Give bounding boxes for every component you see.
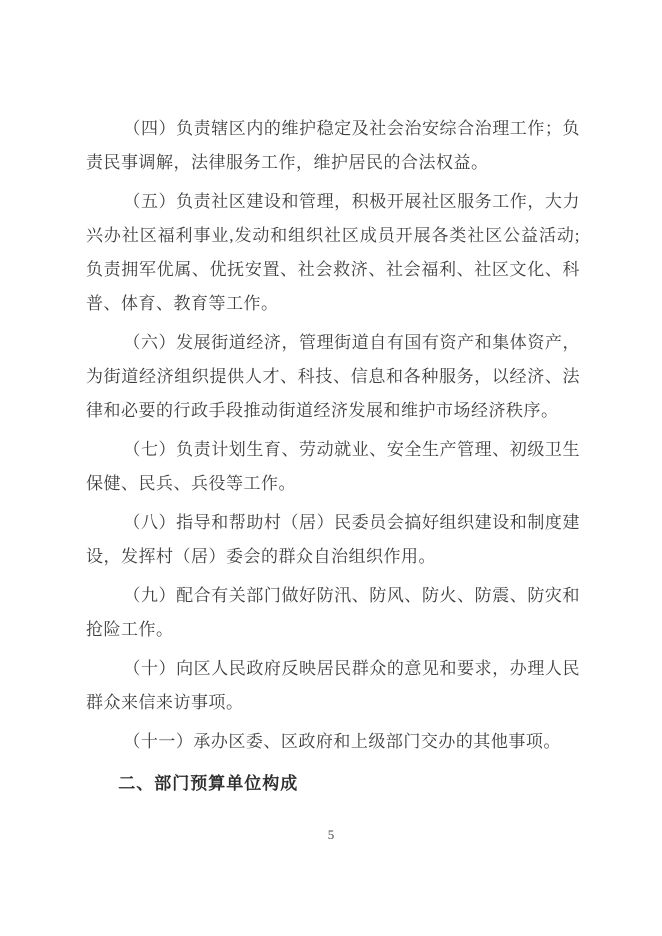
body-paragraph-4: （四）负责辖区内的维护稳定及社会治安综合治理工作；负责民事调解，法律服务工作，维护居民的合法权益。 — [86, 119, 580, 172]
body-paragraph-11: （十一）承办区委、区政府和上级部门交办的其他事项。 — [123, 732, 561, 751]
page-number: 5 — [327, 827, 335, 842]
section-heading: 二、部门预算单位构成 — [118, 774, 299, 793]
body-paragraph-5: （五）负责社区建设和管理，积极开展社区服务工作，大力兴办社区福利事业,发动和组织社区成员开展各类社区公益活动;负责拥军优属、优抚安置、社会救济、社会福利、社区文化、科普、体育、教育等工作。 — [86, 192, 580, 313]
document-body — [86, 112, 580, 801]
body-paragraph-10: （十）向区人民政府反映居民群众的意见和要求，办理人民群众来信来访事项。 — [86, 659, 580, 712]
page-footer — [0, 826, 662, 844]
body-paragraph-7: （七）负责计划生育、劳动就业、安全生产管理、初级卫生保健、民兵、兵役等工作。 — [86, 440, 580, 493]
body-paragraph-6: （六）发展街道经济，管理街道自有国有资产和集体资产，为街道经济组织提供人才、科技、信息和各种服务，以经济、法律和必要的行政手段推动街道经济发展和维护市场经济秩序。 — [86, 333, 580, 420]
body-paragraph-9: （九）配合有关部门做好防汛、防风、防火、防震、防灾和抢险工作。 — [86, 586, 580, 639]
body-paragraph-8: （八）指导和帮助村（居）民委员会搞好组织建设和制度建设，发挥村（居）委会的群众自治组织作用。 — [86, 513, 580, 566]
